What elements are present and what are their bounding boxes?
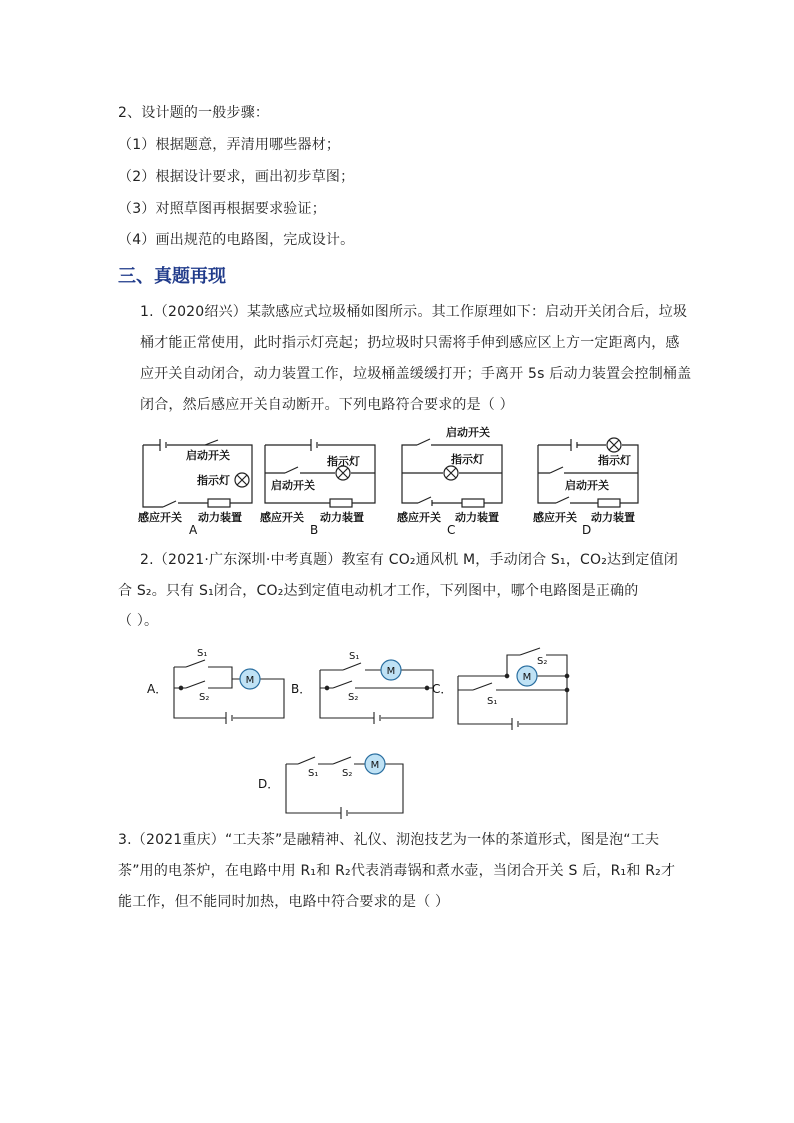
design-step: （2）根据设计要求，画出初步草图； (118, 169, 355, 185)
label-power-device: 动力装置 (320, 511, 364, 524)
q2-option-a: A． (147, 682, 168, 696)
switch-label-s2: S₂ (342, 768, 353, 779)
q2-line: 合 S₂。只有 S₁闭合，CO₂达到定值电动机才工作，下列图中，哪个电路图是正确的 (118, 583, 639, 599)
label-power-device: 动力装置 (455, 511, 499, 524)
switch-label-s2: S₂ (348, 692, 359, 703)
q2-option-b: B． (291, 682, 312, 696)
label-indicator: 指示灯 (327, 455, 360, 468)
q2-line: 2.（2021·广东深圳·中考真题）教室有 CO₂通风机 M，手动闭合 S₁，CO₂达到定值闭 (140, 552, 679, 568)
q3-line: 茶”用的电茶炉，在电路中用 R₁和 R₂代表消毒锅和煮水壶，当闭合开关 S 后，R₁和 R₂才 (118, 863, 676, 879)
q2-circuit-a (174, 660, 284, 724)
section-heading: 三、真题再现 (118, 266, 226, 287)
label-start-switch: 启动开关 (271, 479, 315, 492)
q1-line: 闭合，然后感应开关自动断开。下列电路符合要求的是（ ） (140, 397, 514, 413)
design-step: （3）对照草图再根据要求验证； (118, 201, 326, 217)
label-sensor-switch: 感应开关 (260, 511, 304, 524)
q2-circuit-c (458, 648, 569, 730)
label-sensor-switch: 感应开关 (397, 511, 441, 524)
q2-option-c: C． (432, 682, 453, 696)
switch-label-s2: S₂ (199, 692, 210, 703)
label-start-switch: 启动开关 (186, 449, 230, 462)
q1-option-c: C (447, 523, 456, 537)
switch-label-s1: S₁ (349, 651, 360, 662)
q2-line: （ ）。 (118, 613, 159, 629)
q1-option-d: D (582, 523, 592, 537)
switch-label-s1: S₁ (197, 648, 208, 659)
q1-option-b: B (310, 523, 319, 537)
q1-line: 桶才能正常使用，此时指示灯亮起；扔垃圾时只需将手伸到感应区上方一定距离内，感 (140, 335, 680, 351)
q2-option-d: D． (258, 777, 280, 791)
label-power-device: 动力装置 (591, 511, 635, 524)
label-start-switch: 启动开关 (565, 479, 609, 492)
motor-label: M (370, 760, 380, 771)
label-start-switch: 启动开关 (446, 426, 490, 439)
q2-circuit-d (286, 757, 403, 819)
switch-label-s2: S₂ (537, 656, 548, 667)
q1-option-a: A (189, 523, 198, 537)
q1-line: 应开关自动闭合，动力装置工作，垃圾桶盖缓缓打开；手离开 5s 后动力装置会控制桶盖 (140, 366, 692, 382)
label-indicator: 指示灯 (598, 454, 631, 467)
label-sensor-switch: 感应开关 (533, 511, 577, 524)
q3-line: 能工作，但不能同时加热，电路中符合要求的是（ ） (118, 894, 450, 910)
q2-circuit-b (320, 663, 433, 724)
label-power-device: 动力装置 (198, 511, 242, 524)
switch-label-s1: S₁ (308, 768, 319, 779)
design-step: （1）根据题意，弄清用哪些器材； (118, 137, 341, 153)
label-indicator: 指示灯 (197, 474, 230, 487)
q3-line: 3.（2021重庆）“工夫茶”是融精神、礼仪、沏泡技艺为一体的茶道形式，图是泡“工夫 (118, 832, 660, 848)
motor-label: M (522, 672, 532, 683)
design-step: （4）画出规范的电路图，完成设计。 (118, 232, 355, 248)
label-sensor-switch: 感应开关 (138, 511, 182, 524)
design-steps-title: 2、设计题的一般步骤： (118, 105, 270, 121)
label-indicator: 指示灯 (451, 453, 484, 466)
motor-label: M (386, 666, 396, 677)
switch-label-s1: S₁ (487, 696, 498, 707)
motor-label: M (245, 675, 255, 686)
q1-line: 1.（2020绍兴）某款感应式垃圾桶如图所示。其工作原理如下：启动开关闭合后，垃圾 (140, 304, 688, 320)
